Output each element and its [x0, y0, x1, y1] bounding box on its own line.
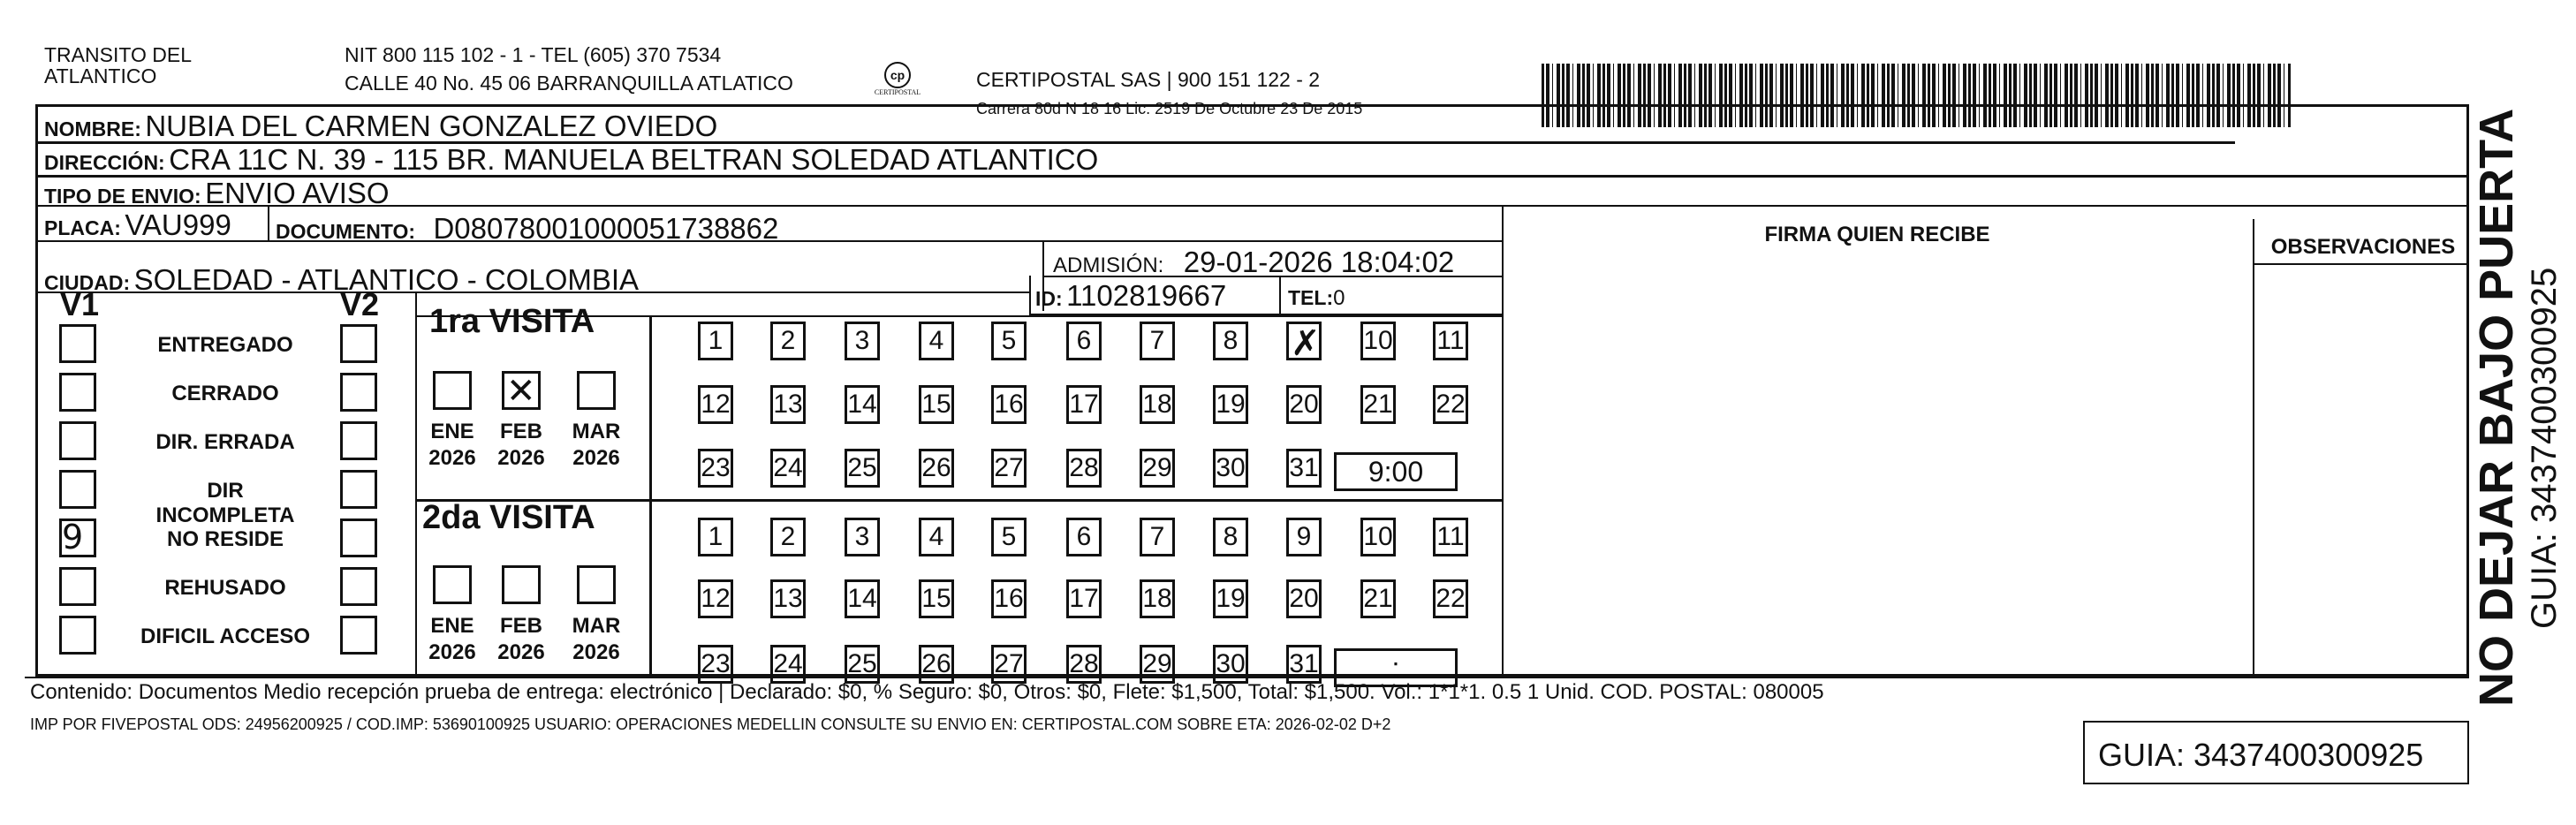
visit1-day-box[interactable]: 20 [1286, 385, 1322, 424]
nit-line: NIT 800 115 102 - 1 - TEL (605) 370 7534 [345, 43, 722, 66]
visit2-day-box[interactable]: 13 [770, 579, 806, 618]
visit1-day-box[interactable]: 21 [1360, 385, 1396, 424]
visit2-day-box[interactable]: 10 [1360, 518, 1396, 556]
status-option-label: DIR. ERRADA [155, 430, 295, 454]
visit2-title: 2da VISITA [422, 499, 595, 536]
visit2-day-box[interactable]: 28 [1066, 645, 1102, 684]
visit1-day-box[interactable]: 14 [845, 385, 880, 424]
v2-checkbox[interactable] [340, 421, 377, 460]
visit2-day-box[interactable]: 9 [1286, 518, 1322, 556]
tel-value: 0 [1333, 286, 1345, 310]
visit2-day-box[interactable]: 22 [1433, 579, 1468, 618]
visit1-day-box[interactable]: 19 [1213, 385, 1248, 424]
v2-label: V2 [340, 286, 380, 322]
nombre-field [44, 110, 717, 143]
visit2-day-box[interactable]: 31 [1286, 645, 1322, 684]
observaciones-label: OBSERVACIONES [2270, 235, 2456, 259]
visit1-day-box[interactable]: 22 [1433, 385, 1468, 424]
nombre-label: NOMBRE: [44, 117, 141, 140]
ciudad-label: CIUDAD: [44, 271, 131, 294]
visit1-year-label: 2026 [428, 446, 476, 470]
imp-line: IMP POR FIVEPOSTAL ODS: 24956200925 / COD.IMP: 53690100925 USUARIO: OPERACIONES MEDELLIN CONSULTE SU ENVIO EN: CERTIPOSTAL.COM SOBRE ETA: 2026-02-02 D+2 [30, 715, 1391, 733]
org-line-1: TRANSITO DEL [44, 43, 192, 66]
visit1-month-label: MAR [572, 420, 621, 443]
direccion-value: CRA 11C N. 39 - 115 BR. MANUELA BELTRAN SOLEDAD ATLANTICO [169, 143, 1099, 176]
v2-checkbox[interactable] [340, 518, 377, 557]
visit1-day-box[interactable]: 8 [1213, 322, 1248, 360]
visit2-day-box[interactable]: 27 [991, 645, 1027, 684]
documento-field [276, 212, 778, 246]
visit2-day-box[interactable]: 21 [1360, 579, 1396, 618]
visit1-month-checkbox[interactable] [502, 371, 541, 410]
visit2-month-label: MAR [572, 614, 621, 638]
visit2-day-box[interactable]: 5 [991, 518, 1027, 556]
documento-label: DOCUMENTO: [276, 220, 416, 243]
carrier-line: CERTIPOSTAL SAS | 900 151 122 - 2 [976, 68, 1321, 91]
id-label: ID: [1035, 287, 1063, 310]
visit2-day-box[interactable]: 8 [1213, 518, 1248, 556]
visit2-day-box[interactable]: 3 [845, 518, 880, 556]
visit2-day-box[interactable]: 16 [991, 579, 1027, 618]
no-dejar-warning: NO DEJAR BAJO PUERTA [2470, 108, 2523, 707]
v1-checkbox[interactable] [59, 324, 96, 363]
org-line-2: ATLANTICO [44, 64, 157, 87]
visit1-day-box[interactable]: 10 [1360, 322, 1396, 360]
visit1-day-box[interactable]: 27 [991, 449, 1027, 488]
visit2-year-label: 2026 [428, 640, 476, 664]
form-frame [35, 104, 2469, 677]
visit2-day-box[interactable]: 20 [1286, 579, 1322, 618]
visit1-day-box[interactable]: 6 [1066, 322, 1102, 360]
status-option-label: DIR INCOMPLETA [155, 479, 295, 527]
firma-label: FIRMA QUIEN RECIBE [1764, 223, 1990, 246]
visit1-day-box[interactable]: 26 [919, 449, 954, 488]
nombre-value: NUBIA DEL CARMEN GONZALEZ OVIEDO [145, 110, 718, 142]
visit1-month-checkbox[interactable] [433, 371, 472, 410]
visit1-day-box[interactable]: 7 [1140, 322, 1175, 360]
v1-checkbox[interactable] [59, 373, 96, 412]
visit1-day-box[interactable]: 3 [845, 322, 880, 360]
org-name [44, 44, 192, 87]
carrier-address: Carrera 80d N 18 16 Lic. 2519 De Octubre 23 De 2015 [976, 100, 1363, 117]
visit1-day-box[interactable]: 31 [1286, 449, 1322, 488]
guia-footer: GUIA: 3437400300925 [2098, 737, 2424, 773]
visit1-day-box[interactable]: 4 [919, 322, 954, 360]
visit2-day-box[interactable]: 18 [1140, 579, 1175, 618]
visit1-year-label: 2026 [497, 446, 545, 470]
direccion-field [44, 143, 1098, 177]
certipostal-logo: cp CERTIPOSTAL [870, 62, 925, 104]
visit1-day-box[interactable]: 15 [919, 385, 954, 424]
visit2-day-box[interactable]: 14 [845, 579, 880, 618]
side-guia: GUIA: 3437400300925 [2525, 267, 2564, 629]
visit2-day-box[interactable]: 1 [698, 518, 733, 556]
tel-label: TEL: [1288, 286, 1334, 309]
visit2-day-box[interactable]: 30 [1213, 645, 1248, 684]
status-option-label: CERRADO [171, 382, 279, 405]
visit1-day-box[interactable]: 18 [1140, 385, 1175, 424]
v1-checkbox[interactable] [59, 518, 96, 557]
visit1-time-box[interactable]: 9:00 [1334, 452, 1458, 491]
status-option-label: REHUSADO [164, 576, 286, 600]
v2-checkbox[interactable] [340, 567, 377, 606]
visit2-day-box[interactable]: 26 [919, 645, 954, 684]
id-value: 1102819667 [1066, 279, 1227, 312]
logo-text: CERTIPOSTAL [874, 88, 921, 96]
v1-mark: 9 [62, 518, 84, 556]
v1-checkbox[interactable] [59, 616, 96, 655]
org-contact [345, 44, 793, 94]
visit2-day-box[interactable]: 29 [1140, 645, 1175, 684]
visit2-day-box[interactable]: 23 [698, 645, 733, 684]
visit1-day-box[interactable]: 11 [1433, 322, 1468, 360]
v1-label: V1 [60, 286, 100, 322]
visit2-day-box[interactable]: 24 [770, 645, 806, 684]
address-line: CALLE 40 No. 45 06 BARRANQUILLA ATLATICO [345, 72, 793, 95]
tipo-envio-value: ENVIO AVISO [205, 177, 390, 209]
visit1-day-box[interactable]: 28 [1066, 449, 1102, 488]
documento-value: D08078001000051738862 [433, 212, 779, 245]
visit2-day-box[interactable]: 19 [1213, 579, 1248, 618]
visit1-day-box[interactable]: 25 [845, 449, 880, 488]
visit2-month-label: FEB [500, 614, 542, 638]
visit1-day-box[interactable]: 1 [698, 322, 733, 360]
status-option-label: ENTREGADO [157, 333, 293, 357]
visit2-month-checkbox[interactable] [433, 565, 472, 604]
visit2-day-box[interactable]: 6 [1066, 518, 1102, 556]
v2-checkbox[interactable] [340, 616, 377, 655]
visit1-month-label: FEB [500, 420, 542, 443]
visit1-month-mark: ✕ [506, 371, 536, 412]
visit2-month-checkbox[interactable] [577, 565, 616, 604]
status-option-label: DIFICIL ACCESO [140, 624, 310, 648]
visit2-day-box[interactable]: 15 [919, 579, 954, 618]
visit2-day-box[interactable]: 12 [698, 579, 733, 618]
direccion-label: DIRECCIÓN: [44, 151, 165, 174]
visit1-day-box[interactable]: 17 [1066, 385, 1102, 424]
tipo-envio-field [44, 177, 390, 210]
v1-checkbox[interactable] [59, 470, 96, 509]
v2-checkbox[interactable] [340, 470, 377, 509]
v1-checkbox[interactable] [59, 567, 96, 606]
visit2-day-box[interactable]: 4 [919, 518, 954, 556]
visit1-year-label: 2026 [572, 446, 620, 470]
visit1-month-checkbox[interactable] [577, 371, 616, 410]
visit1-day-box[interactable]: 30 [1213, 449, 1248, 488]
visit2-day-box[interactable]: 11 [1433, 518, 1468, 556]
admision-value: 29-01-2026 18:04:02 [1183, 246, 1455, 278]
ciudad-value: SOLEDAD - ATLANTICO - COLOMBIA [133, 263, 640, 296]
tipo-envio-label: TIPO DE ENVIO: [44, 185, 201, 208]
visit2-day-box[interactable]: 17 [1066, 579, 1102, 618]
contenido-line: Contenido: Documentos Medio recepción prueba de entrega: electrónico | Declarado: $0, % Seguro: $0, Otros: $0, Flete: $1,500, Total: $1,500. Vol.: 1*1*1. 0.5 1 Unid. COD. POSTAL: 080005 [30, 680, 1824, 704]
visit1-day-box[interactable]: 23 [698, 449, 733, 488]
v2-checkbox[interactable] [340, 373, 377, 412]
placa-label: PLACA: [44, 216, 121, 239]
visit2-time-box[interactable]: : [1334, 648, 1458, 687]
visit2-day-box[interactable]: 25 [845, 645, 880, 684]
visit2-day-box[interactable]: 2 [770, 518, 806, 556]
admision-label: ADMISIÓN: [1053, 254, 1164, 277]
visit1-day-box[interactable] [1286, 322, 1322, 364]
id-field [1035, 279, 1226, 313]
visit2-day-box[interactable]: 7 [1140, 518, 1175, 556]
visit2-year-label: 2026 [572, 640, 620, 664]
visit1-day-box[interactable]: 2 [770, 322, 806, 360]
visit1-day-box[interactable]: 12 [698, 385, 733, 424]
visit2-year-label: 2026 [497, 640, 545, 664]
visit1-day-box[interactable]: 29 [1140, 449, 1175, 488]
visit2-month-checkbox[interactable] [502, 565, 541, 604]
tel-field [1288, 286, 1345, 311]
v1-checkbox[interactable] [59, 421, 96, 460]
visit2-month-label: ENE [430, 614, 474, 638]
v2-checkbox[interactable] [340, 324, 377, 363]
status-option-label: NO RESIDE [166, 527, 284, 551]
placa-value: VAU999 [125, 208, 231, 241]
placa-field [44, 208, 231, 242]
visit1-day-mark: ✗ [1291, 323, 1321, 364]
admision-field [1053, 246, 1454, 279]
visit1-title: 1ra VISITA [429, 303, 595, 340]
visit1-day-box[interactable]: 24 [770, 449, 806, 488]
visit1-day-box[interactable]: 13 [770, 385, 806, 424]
visit1-day-box[interactable]: 5 [991, 322, 1027, 360]
visit1-month-label: ENE [430, 420, 474, 443]
visit1-day-box[interactable]: 16 [991, 385, 1027, 424]
